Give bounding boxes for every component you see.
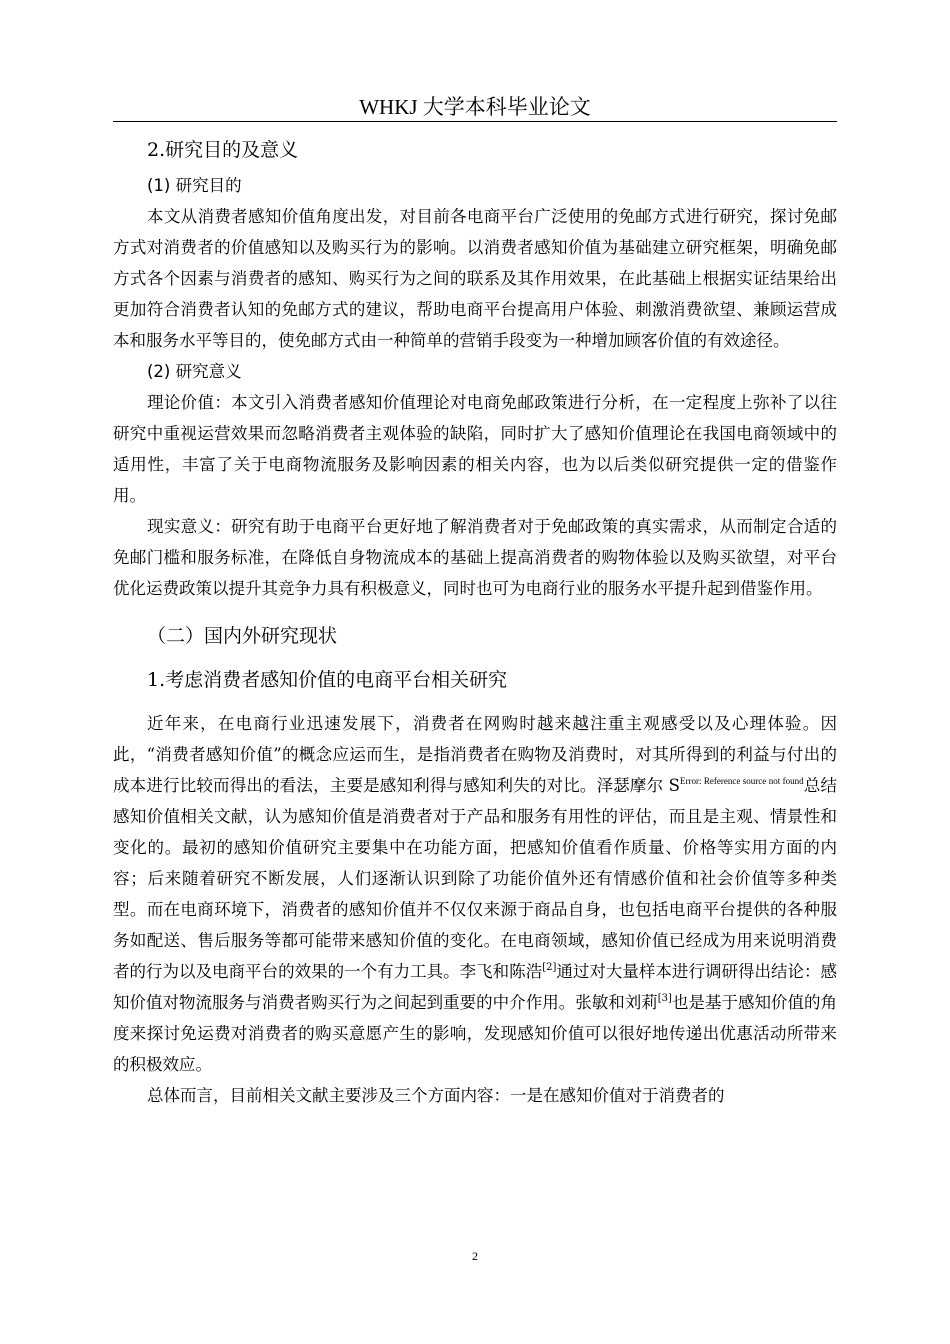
paragraph-practical-significance: 现实意义：研究有助于电商平台更好地了解消费者对于免邮政策的真实需求，从而制定合适的免邮门槛和服务标准，在降低自身物流成本的基础上提高消费者的购物体验以及购买欲望，对平台优化运费政策以提升其竞争力具有积极意义，同时也可为电商行业的服务水平提升起到借鉴作用。 [113,517,837,598]
citation-ref-2: [2] [542,962,557,973]
section-heading-literature: （二）国内外研究现状 [147,625,338,647]
section-heading-purpose: 2.研究目的及意义 [147,139,299,161]
list-item-research-significance [113,356,837,387]
list-item-research-aim [113,170,837,201]
paragraph-theoretical-value: 理论价值：本文引入消费者感知价值理论对电商免邮政策进行分析，在一定程度上弥补了以往研究中重视运营效果而忽略消费者主观体验的缺陷，同时扩大了感知价值理论在我国电商领域中的适用性，丰富了关于电商物流服务及影响因素的相关内容，也为以后类似研究提供一定的借鉴作用。 [113,393,837,505]
item-label-research-aim: (1) 研究目的 [147,176,242,195]
text-run: 近年来，在电商行业迅速发展下，消费者在网购时越来越注重主观感受以及心理体验。因此，“消费者感知价值”的概念应运而生，是指消费者在购物及消费时，对其所得到的利益与付出的成本进行比较而得出的看法，主要是感知利得与感知利失的对比。泽瑟摩尔 S [113,714,837,795]
text-run: 也是基于感知价值的角度来探讨免运费对消费者的购买意愿产生的影响，发现感知价值可以很好地传递出优惠活动所带来的积极效应。 [113,993,838,1074]
paragraph-research-aim: 本文从消费者感知价值角度出发，对目前各电商平台广泛使用的免邮方式进行研究，探讨免邮方式对消费者的价值感知以及购买行为的影响。以消费者感知价值为基础建立研究框架，明确免邮方式各个因素与消费者的感知、购买行为之间的联系及其作用效果，在此基础上根据实证结果给出更加符合消费者认知的免邮方式的建议，帮助电商平台提高用户体验、刺激消费欲望、兼顾运营成本和服务水平等目的，使免邮方式由一种简单的营销手段变为一种增加顾客价值的有效途径。 [113,207,837,350]
subsection-heading-perceived-value: 1.考虑消费者感知价值的电商平台相关研究 [147,669,508,691]
page-number: 2 [472,1249,478,1263]
body-content [113,132,837,1111]
reference-error-citation: Error: Reference source not found [680,776,804,786]
header-rule [113,121,837,122]
text-run: 总结感知价值相关文献，认为感知价值是消费者对于产品和服务有用性的评估，而且是主观、情景性和变化的。最初的感知价值研究主要集中在功能方面，把感知价值看作质量、价格等实用方面的内容；后来随着研究不断发展，人们逐渐认识到除了功能价值外还有情感价值和社会价值等多种类型。而在电商环境下，消费者的感知价值并不仅仅来源于商品自身，也包括电商平台提供的各种服务如配送、售后服务等都可能带来感知价值的变化。在电商领域，感知价值已经成为用来说明消费者的行为以及电商平台的效果的一个有力工具。李飞和陈浩 [113,776,838,981]
paragraph-summary: 总体而言，目前相关文献主要涉及三个方面内容：一是在感知价值对于消费者的 [147,1086,725,1105]
item-label-research-significance: (2) 研究意义 [147,362,242,381]
text-run: 通过对大量样本进行调研得出结论：感知价值对物流服务与消费者购买行为之间起到重要的中介作用。张敏和刘莉 [113,962,838,1012]
citation-ref-3: [3] [657,993,672,1004]
paragraph-literature-review [113,708,837,1080]
page-header-title: WHKJ 大学本科毕业论文 [359,95,591,119]
